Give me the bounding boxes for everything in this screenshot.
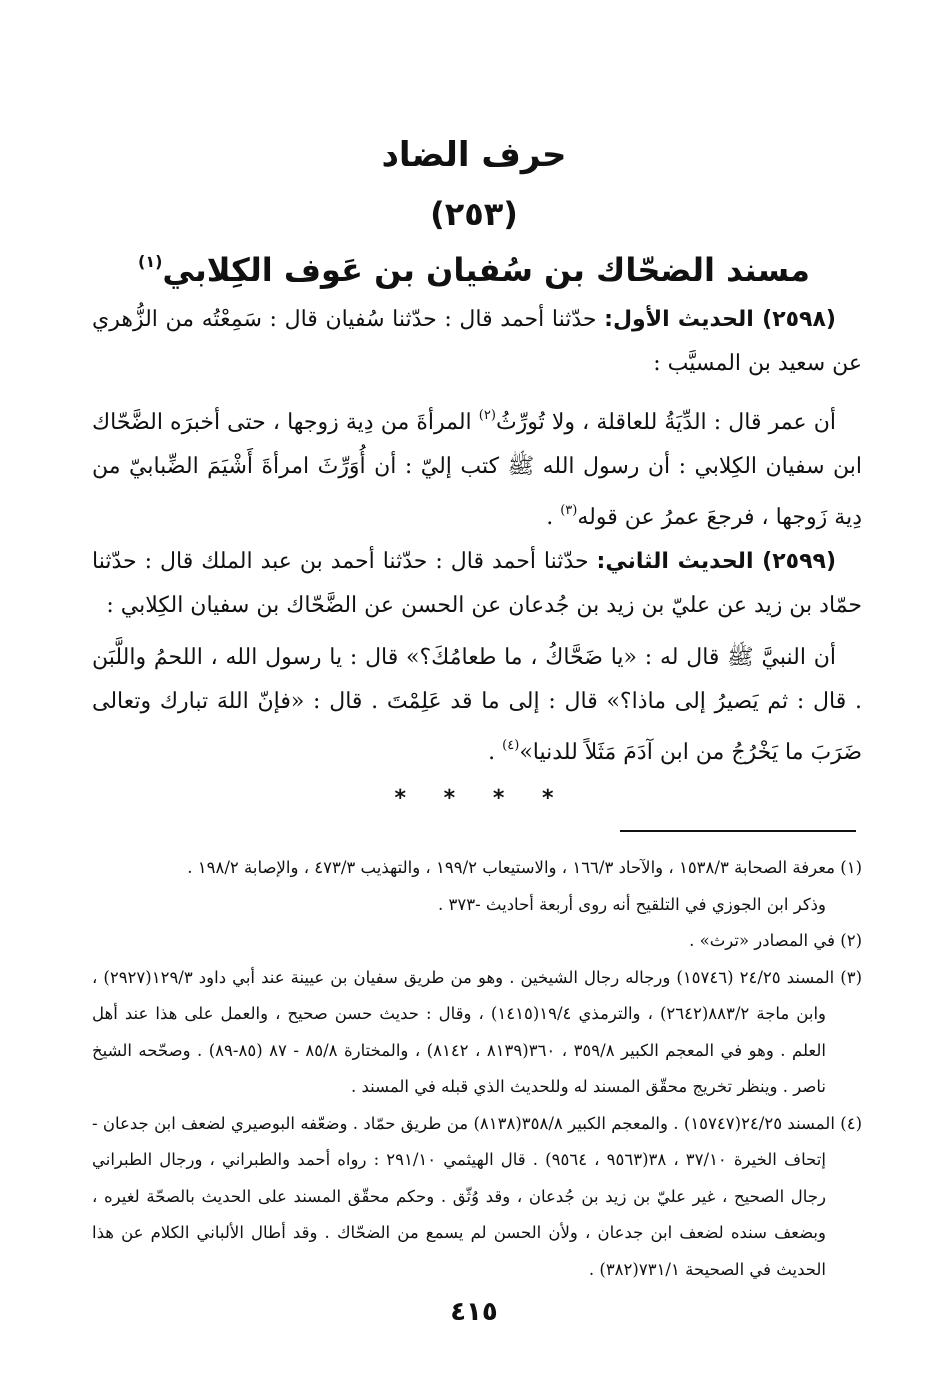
hadith-1-text-a: أن عمر قال : الدِّيَةُ للعاقلة ، ولا تُورِّثُ [495, 410, 836, 435]
hadith-2-text-a: أن النبيَّ ﷺ قال له : «يا ضَحَّاكُ ، ما طعامُكَ؟» قال : يا رسول الله ، اللحمُ واللَّبَن . قال : ثم يَصيرُ إلى ماذا؟» قال : إلى ما قد عَلِمْتَ . قال : «فإنّ اللهَ تبارك وتعالى ضَرَبَ ما يَخْرُجُ من ابن آدَمَ مَثَلاً للدنيا» [92, 645, 862, 765]
footnote-3-line-1: (٣) المسند ٢٤/٢٥ (١٥٧٤٦) ورجاله رجال الشيخين . وهو من طريق سفيان بن عيينة عند أبي داود ١٢٩/٣(٢٩٢٧) ، وابن ماجة ٨٨٣/٢(٢٦٤٢) ، والترمذي ١٩/٤(١٤١٥) ، وقال : حديث حسن صحيح ، والعمل على هذا عند أهل العلم . وهو في المعجم الكبير ٣٥٩/٨ ، ٣٦٠(٨١٣٩ ، ٨١٤٢) ، والمختارة ٨٥/٨ - ٨٧ (٨٥-٨٩) . وصحّحه الشيخ ناصر . وينظر تخريج محقّق المسند له وللحديث الذي قبله في المسند . [92, 967, 863, 1096]
page-number: ٤١٥ [450, 1297, 498, 1327]
hadith-2-chain: حدّثنا أحمد قال : حدّثنا أحمد بن عبد الملك قال : حدّثنا حمّاد بن زيد عن عليّ بن زيد بن جُدعان عن الحسن عن الضَّحّاك بن سفيان الكِلابي : [92, 549, 862, 618]
musnad-number: (٢٥٣) [430, 195, 518, 233]
footnote-ref: (٤) [502, 738, 520, 753]
hadith-2-isnad [92, 540, 862, 628]
footnote-2 [92, 923, 862, 960]
footnote-4-line-1: (٤) المسند ٢٤/٢٥(١٥٧٤٧) . والمعجم الكبير ٣٥٨/٨(٨١٣٨) من طريق حمّاد . وضعّفه البوصيري لضعف ابن جدعان - إتحاف الخيرة ٣٧/١٠ ، ٣٨(٩٥٦٣ ، ٩٥٦٤) . قال الهيثمي ٢٩١/١٠ : رواه أحمد والطبراني ، ورجال الطبراني رجال الصحيح ، غير عليّ بن زيد بن جُدعان ، وقد وُثّق . وحكم محقّق المسند على الحديث بالصحّة لغيره ، وبضعف سنده لضعف ابن جدعان ، ولأن الحسن لم يسمع من الضحّاك . وقد أطال الألباني الكلام عن هذا الحديث في الصحيحة ٧٣١/١(٣٨٢) . [92, 1113, 862, 1279]
section-separator: * * * * [394, 786, 554, 811]
chapter-title: حرف الضاد [381, 135, 567, 175]
footnote-ref: (٣) [560, 503, 578, 518]
footnote-1-line-2: وذكر ابن الجوزي في التلقيح أنه روى أربعة أحاديث -٣٧٣ . [437, 894, 826, 914]
hadith-2-text-b: . [488, 740, 503, 765]
footnote-2-line-1: (٢) في المصادر «ترث» . [689, 931, 862, 950]
hadith-1-label: (٢٥٩٨) الحديث الأول: [604, 307, 836, 332]
footnote-1-line-1: (١) معرفة الصحابة ١٥٣٨/٣ ، والآحاد ١٦٦/٣ ، والاستيعاب ١٩٩/٢ ، والتهذيب ٤٧٣/٣ ، والإصابة ١٩٨/٢ . [187, 858, 862, 877]
footnotes [92, 850, 862, 1288]
hadith-1-text [92, 394, 862, 540]
hadith-1-isnad [92, 298, 862, 386]
footnote-ref: (٢) [478, 408, 496, 423]
footnote-1 [92, 850, 862, 923]
footnote-ref: (١) [138, 252, 163, 271]
hadith-2-text [92, 636, 862, 775]
hadith-1-chain: حدّثنا أحمد قال : حدّثنا سُفيان قال : سَمِعْتُه من الزُّهري عن سعيد بن المسيَّب : [92, 307, 862, 376]
footnote-4 [92, 1106, 862, 1289]
musnad-heading [0, 238, 948, 294]
hadith-1-text-c: . [546, 505, 561, 530]
musnad-heading-text: مسند الضحّاك بن سُفيان بن عَوف الكِلابي [162, 251, 810, 289]
footnote-3 [92, 960, 862, 1106]
hadith-2-label: (٢٥٩٩) الحديث الثاني: [596, 549, 836, 574]
hadith-1-text-b: المرأةَ من دِية زوجها ، حتى أخبرَه الضَّحّاك ابن سفيان الكِلابي : أن رسول الله ﷺ كتب إليّ : أن أُوَرِّثَ امرأةَ أَشْيَمَ الضِّبابيّ من دِية زَوجها ، فرجعَ عمرُ عن قوله [92, 410, 862, 530]
footnote-divider [620, 830, 856, 832]
